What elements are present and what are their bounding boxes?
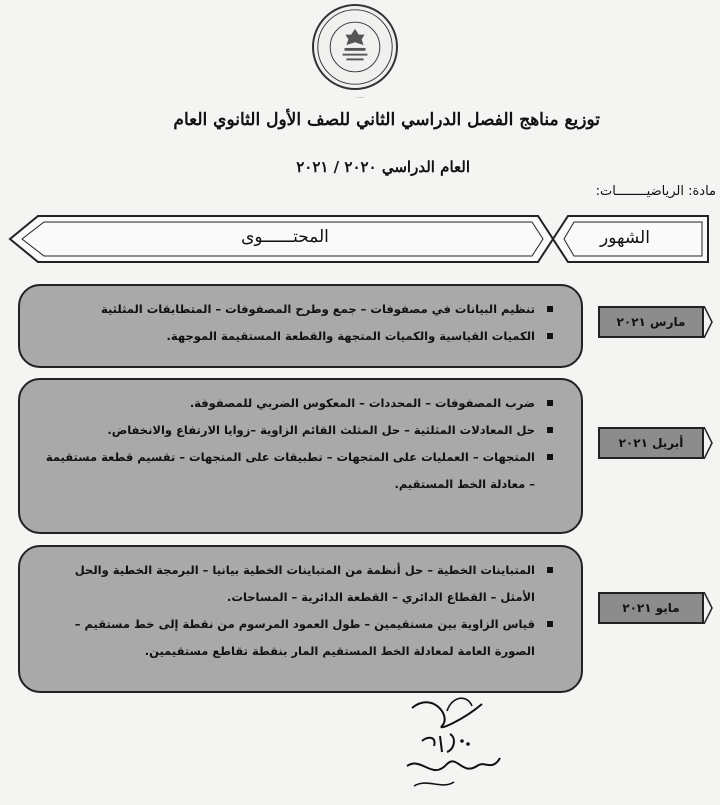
seal-emblem-icon (314, 6, 396, 88)
list-item: ضرب المصفوفات – المحددات – المعكوس الضربي للمصفوفة. (38, 390, 553, 417)
month-arrow-icon (704, 427, 714, 459)
subject-label: مادة: الرياضيــــــــات: (595, 184, 716, 199)
content-panel-april (18, 378, 583, 534)
ministry-seal (312, 4, 398, 90)
list-item: حل المعادلات المثلثية – حل المثلث القائم الزاوية –زوايا الارتفاع والانخفاض. (38, 417, 553, 444)
list-item: قياس الزاوية بين مستقيمين – طول العمود المرسوم من نقطة إلى خط مستقيم – الصورة العامة لمعادلة الخط المستقيم المار بنقطة تقاطع مستقيمين. (38, 611, 553, 665)
month-arrow-icon (704, 592, 714, 624)
handwritten-signature (392, 686, 512, 798)
content-panel-march (18, 284, 583, 368)
list-item: الكميات القياسية والكميات المتجهة والقطعة المستقيمة الموجهة. (38, 323, 553, 350)
month-arrow-icon (704, 306, 714, 338)
list-item: المتجهات – العمليات على المتجهات – تطبيقات على المتجهات – تقسيم قطعة مستقيمة – معادلة الخط المستقيم. (38, 444, 553, 498)
list-item: المتباينات الخطية – حل أنظمة من المتباينات الخطية بيانيا – البرمجة الخطية والحل الأمثل – القطاع الدائري – القطعة الدائرية – المساحات. (38, 557, 553, 611)
header-content: المحتــــــوى (241, 227, 329, 247)
page-title: توزيع مناهج الفصل الدراسي الثاني للصف الأول الثانوي العام (173, 110, 600, 130)
month-april: أبريل ٢٠٢١ (598, 427, 704, 459)
header-months: الشهور (600, 228, 650, 248)
seal-caption: ····· (356, 95, 364, 101)
academic-year: العام الدراسي ٢٠٢٠ / ٢٠٢١ (296, 158, 470, 176)
list-item: تنظيم البيانات في مصفوفات – جمع وطرح المصفوفات – المتطابقات المثلثية (38, 296, 553, 323)
content-panel-may (18, 545, 583, 693)
month-may: مايو ٢٠٢١ (598, 592, 704, 624)
month-march: مارس ٢٠٢١ (598, 306, 704, 338)
